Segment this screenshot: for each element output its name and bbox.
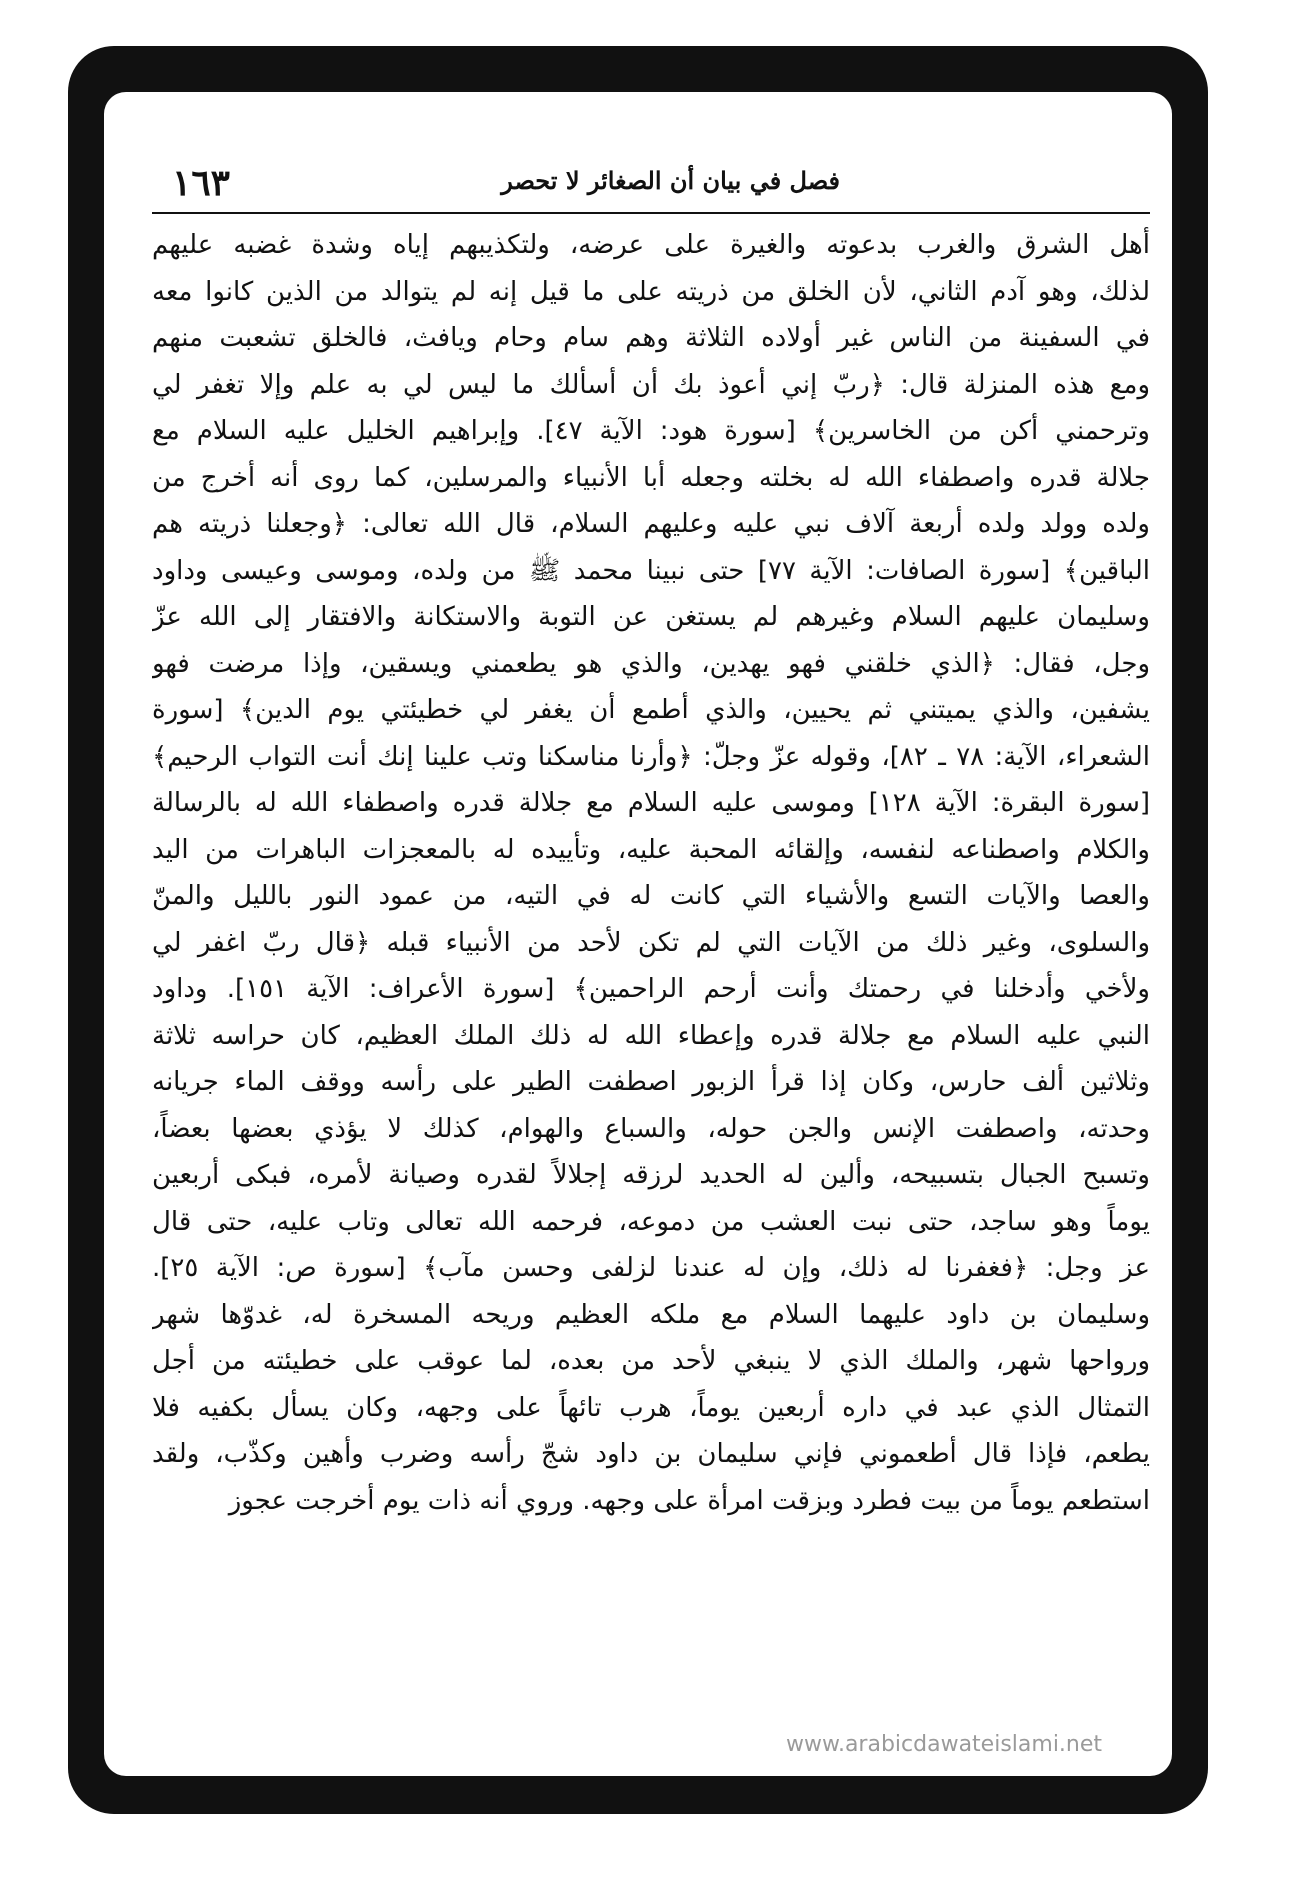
- text-line: والسلوى، وغير ذلك من الآيات التي لم تكن لأحد من الأنبياء قبله ﴿قال ربّ اغفر لي: [152, 927, 1150, 958]
- text-line: ومع هذه المنزلة قال: ﴿ربّ إني أعوذ بك أن أسألك ما ليس لي به علم وإلا تغفر لي: [152, 369, 1150, 400]
- text-line: أهل الشرق والغرب بدعوته والغيرة على عرضه، ولتكذيبهم إياه وشدة غضبه عليهم: [152, 230, 1150, 260]
- page-number: ١٦٣: [172, 162, 231, 204]
- text-line: استطعم يوماً من بيت فطرد وبزقت امرأة على وجهه. وروي أنه ذات يوم أخرجت عجوز: [228, 1485, 1150, 1516]
- header-divider: [152, 212, 1150, 214]
- watermark-url: www.arabicdawateislami.net: [786, 1732, 1103, 1757]
- text-line: ولده وولد ولده أربعة آلاف نبي عليه وعليهم السلام، قال الله تعالى: ﴿وجعلنا ذريته هم: [152, 509, 1150, 539]
- text-line: يوماً وهو ساجد، حتى نبت العشب من دموعه، فرحمه الله تعالى وتاب عليه، حتى قال: [152, 1206, 1150, 1237]
- text-line: الباقين﴾ [سورة الصافات: الآية ٧٧] حتى نبينا محمد ﷺ من ولده، وموسى وعيسى وداود: [152, 555, 1150, 586]
- page-header: [152, 158, 1150, 214]
- text-line: عز وجل: ﴿فغفرنا له ذلك، وإن له عندنا لزلفى وحسن مآب﴾ [سورة ص: الآية ٢٥].: [152, 1253, 1150, 1283]
- text-line: وتسبح الجبال بتسبيحه، وألين له الحديد لرزقه إجلالاً لقدره وصيانة لأمره، فبكى أربعين: [152, 1160, 1150, 1190]
- text-line: النبي عليه السلام مع جلالة قدره وإعطاء الله له ذلك الملك العظيم، كان حراسه ثلاثة: [152, 1020, 1150, 1051]
- text-line: التمثال الذي عبد في داره أربعين يوماً، هرب تائهاً على وجهه، وكان يسأل بكفيه فلا: [152, 1392, 1150, 1423]
- body-text: [152, 222, 1150, 1524]
- text-line: وثلاثين ألف حارس، وكان إذا قرأ الزبور اصطفت الطير على رأسه ووقف الماء جريانه: [152, 1067, 1150, 1097]
- text-line: ولأخي وأدخلنا في رحمتك وأنت أرحم الراحمين﴾ [سورة الأعراف: الآية ١٥١]. وداود: [152, 974, 1150, 1004]
- text-line: يشفين، والذي يميتني ثم يحيين، والذي أطمع أن يغفر لي خطيئتي يوم الدين﴾ [سورة: [152, 695, 1150, 725]
- text-line: الشعراء، الآية: ٧٨ ـ ٨٢]، وقوله عزّ وجلّ: ﴿وأرنا مناسكنا وتب علينا إنك أنت التواب الرحيم﴾: [152, 741, 1150, 772]
- text-line: والعصا والآيات التسع والأشياء التي كانت له في التيه، من عمود النور بالليل والمنّ: [152, 881, 1150, 911]
- text-line: وجل، فقال: ﴿الذي خلقني فهو يهدين، والذي هو يطعمني ويسقين، وإذا مرضت فهو: [152, 648, 1150, 679]
- text-line: جلالة قدره واصطفاء الله له بخلته وجعله أبا الأنبياء والمرسلين، كما روى أنه أخرج من: [152, 462, 1150, 493]
- text-line: وسليمان بن داود عليهما السلام مع ملكه العظيم وريحه المسخرة له، غدوّها شهر: [152, 1299, 1150, 1330]
- text-line: [سورة البقرة: الآية ١٢٨] وموسى عليه السلام مع جلالة قدره واصطفاء الله له بالرسالة: [152, 788, 1150, 818]
- text-line: يطعم، فإذا قال أطعموني فإني سليمان بن داود شجّ رأسه وضرب وأهين وكذّب، ولقد: [152, 1439, 1150, 1469]
- text-line: وترحمني أكن من الخاسرين﴾ [سورة هود: الآية ٤٧]. وإبراهيم الخليل عليه السلام مع: [152, 416, 1150, 446]
- text-line: ورواحها شهر، والملك الذي لا ينبغي لأحد من بعده، لما عوقب على خطيئته من أجل: [152, 1346, 1150, 1376]
- text-line: وسليمان عليهم السلام وغيرهم لم يستغن عن التوبة والاستكانة والافتقار إلى الله عزّ: [152, 602, 1150, 632]
- text-line: لذلك، وهو آدم الثاني، لأن الخلق من ذريته على ما قيل إنه لم يتوالد من الذين كانوا معه: [152, 276, 1150, 307]
- text-line: في السفينة من الناس غير أولاده الثلاثة وهم سام وحام ويافث، فالخلق تشعبت منهم: [152, 323, 1150, 353]
- running-title: فصل في بيان أن الصغائر لا تحصر: [501, 166, 840, 195]
- text-line: والكلام واصطناعه لنفسه، وإلقائه المحبة عليه، وتأييده له بالمعجزات الباهرات من اليد: [152, 834, 1150, 865]
- text-line: وحدته، واصطفت الإنس والجن حوله، والسباع والهوام، كذلك لا يؤذي بعضها بعضاً،: [152, 1113, 1150, 1144]
